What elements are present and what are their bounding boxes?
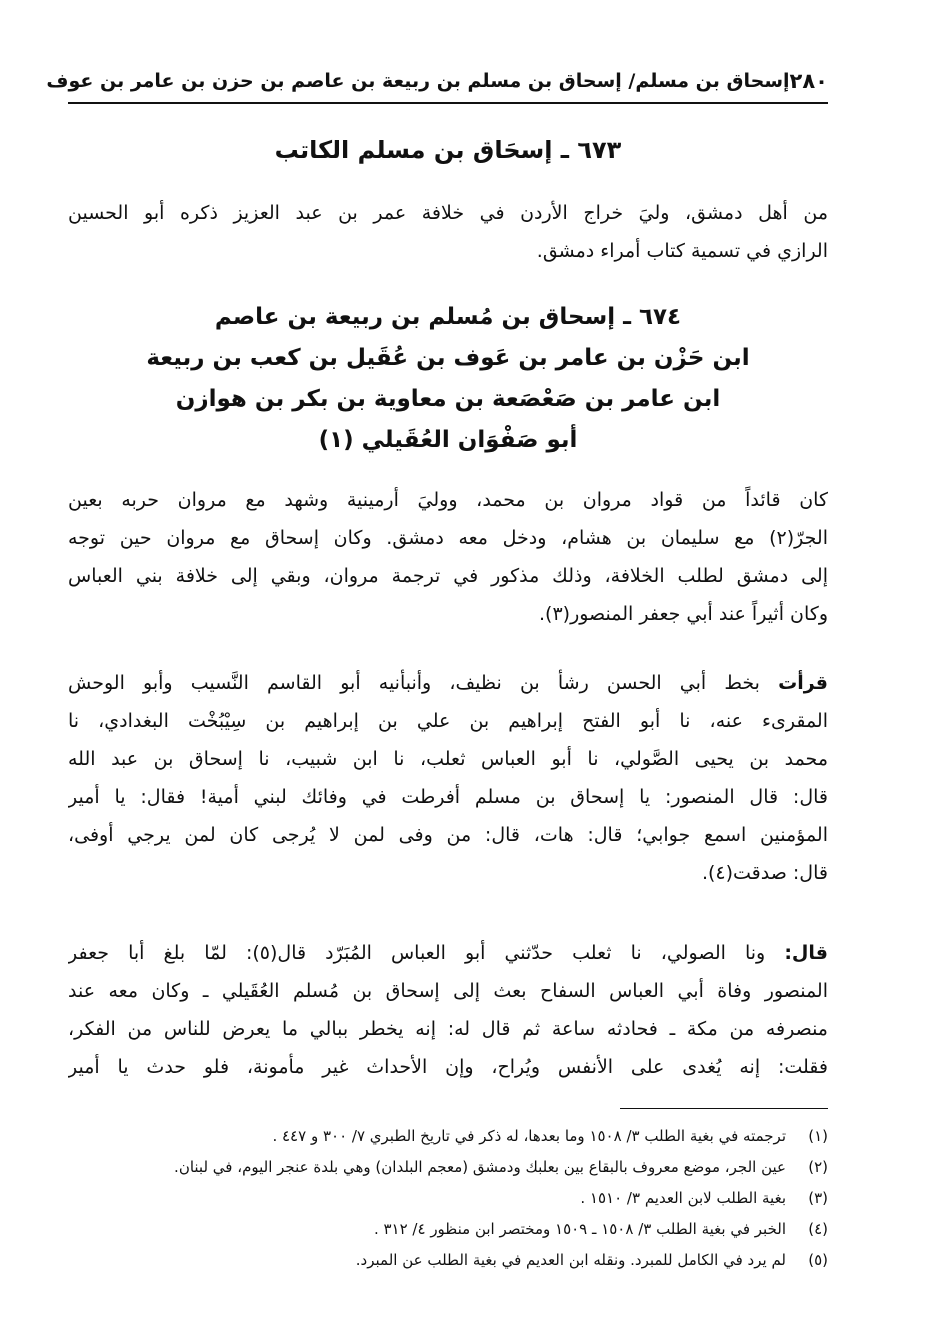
lead-word: قرأت — [778, 672, 828, 694]
entry-674-paragraph-1 — [68, 481, 828, 633]
entry-674-heading — [68, 297, 828, 461]
text-line — [68, 664, 828, 702]
text-line: منصرفه من مكة ـ فحادثه ساعة ثم قال له: إنه يخطر ببالي ما يعرض للناس من الفكر، — [68, 1018, 828, 1040]
footnote — [90, 1213, 828, 1244]
footnote — [90, 1120, 828, 1151]
running-header — [46, 64, 828, 98]
running-header-title: إسحاق بن مسلم/ إسحاق بن مسلم بن ربيعة بن عاصم بن حزن بن عامر بن عوف — [46, 70, 790, 92]
footnote — [90, 1151, 828, 1182]
footnote-text: لم يرد في الكامل للمبرد. ونقله ابن العديم في بغية الطلب عن المبرد. — [355, 1250, 786, 1269]
text-line: من أهل دمشق، وليَ خراج الأردن في خلافة عمر بن عبد العزيز ذكره أبو الحسين — [68, 202, 828, 224]
footnote — [90, 1244, 828, 1275]
footnote-number: (١) — [808, 1126, 828, 1145]
footnote-number: (٤) — [808, 1219, 828, 1238]
text-line: المؤمنين اسمع جوابي؛ قال: هات، قال: من وفى لمن لا يُرجى كان لمن يرجي أوفى، — [68, 824, 828, 846]
footnote-text: ترجمته في بغية الطلب ٣/ ١٥٠٨ وما بعدها، له ذكر في تاريخ الطبري ٧/ ٣٠٠ و ٤٤٧ . — [272, 1126, 786, 1145]
text-line: الرازي في تسمية كتاب أمراء دمشق. — [536, 240, 828, 262]
text-line: محمد بن يحيى الصَّولي، نا أبو العباس ثعلب، نا ابن شبيب، نا إسحاق بن عبد الله — [68, 748, 828, 770]
text-line: إلى دمشق لطلب الخلافة، وذلك مذكور في ترجمة مروان، وبقي إلى خلافة بني العباس — [68, 565, 828, 587]
lead-word: قال: — [784, 942, 828, 964]
footnote-number: (٥) — [808, 1250, 828, 1269]
footnote-text: عين الجر، موضع معروف بالبقاع بين بعلبك ودمشق (معجم البلدان) وهي بلدة عنجر اليوم، في لبنان. — [174, 1157, 786, 1176]
text-line: الجرّ(٢) مع سليمان بن هشام، ودخل معه دمشق. وكان إسحاق مع مروان حين توجه — [68, 527, 828, 549]
entry-673-body — [68, 194, 828, 270]
text-line: المقرىء عنه، نا أبو الفتح إبراهيم بن علي بن إبراهيم بن سِيْبُخْت البغدادي، نا — [68, 710, 828, 732]
footnote — [90, 1182, 828, 1213]
text-line: قال: صدقت(٤). — [701, 862, 828, 884]
text-line: فقلت: إنه يُغدى على الأنفس ويُراح، وإن الأحداث غير مأمونة، فلو حدث يا أمير — [68, 1056, 828, 1078]
text-line — [68, 934, 828, 972]
footnotes — [90, 1120, 828, 1275]
footnote-rule — [620, 1108, 828, 1109]
header-rule — [68, 102, 828, 104]
footnote-number: (٣) — [808, 1188, 828, 1207]
text-line: وكان أثيراً عند أبي جعفر المنصور(٣). — [538, 603, 828, 625]
footnote-text: بغية الطلب لابن العديم ٣/ ١٥١٠ . — [580, 1188, 786, 1207]
entry-674-name-line: ابن عامر بن صَعْصَعة بن معاوية بن بكر بن هوازن — [175, 386, 721, 412]
entry-674-paragraph-3 — [68, 934, 828, 1086]
text-line: قال: قال المنصور: يا إسحاق بن مسلم أفرطت في وفائك لبني أمية! فقال: يا أمير — [68, 786, 828, 808]
line-text: بخط أبي الحسن رشأ بن نظيف، وأنبأنيه أبو القاسم النَّسيب وأبو الوحش — [68, 672, 779, 694]
footnote-text: الخبر في بغية الطلب ٣/ ١٥٠٨ ـ ١٥٠٩ ومختصر ابن منظور ٤/ ٣١٢ . — [373, 1219, 786, 1238]
text-line: كان قائداً من قواد مروان بن محمد، ووليَ أرمينية وشهد مع مروان حربه بعين — [68, 489, 828, 511]
entry-674-name-line: ابن حَزْن بن عامر بن عَوف بن عُقَيل بن كعب بن ربيعة — [146, 345, 750, 371]
footnote-number: (٢) — [808, 1157, 828, 1176]
text-line: المنصور وفاة أبي العباس السفاح بعث إلى إسحاق بن مُسلم العُقَيلي ـ وكان معه عند — [68, 980, 828, 1002]
page-number: ٢٨٠ — [789, 69, 828, 93]
entry-674-name-line: ٦٧٤ ـ إسحاق بن مُسلم بن ربيعة بن عاصم — [214, 304, 682, 330]
entry-673-title: ٦٧٣ ـ إسحَاق بن مسلم الكاتب — [274, 136, 622, 164]
line-text: ونا الصولي، نا ثعلب حدّثني أبو العباس المُبَرّد قال(٥): لمّا بلغ أبا جعفر — [68, 942, 785, 964]
entry-674-paragraph-2 — [68, 664, 828, 892]
entry-674-name-line: أبو صَفْوَان العُقَيلي (١) — [318, 427, 578, 453]
